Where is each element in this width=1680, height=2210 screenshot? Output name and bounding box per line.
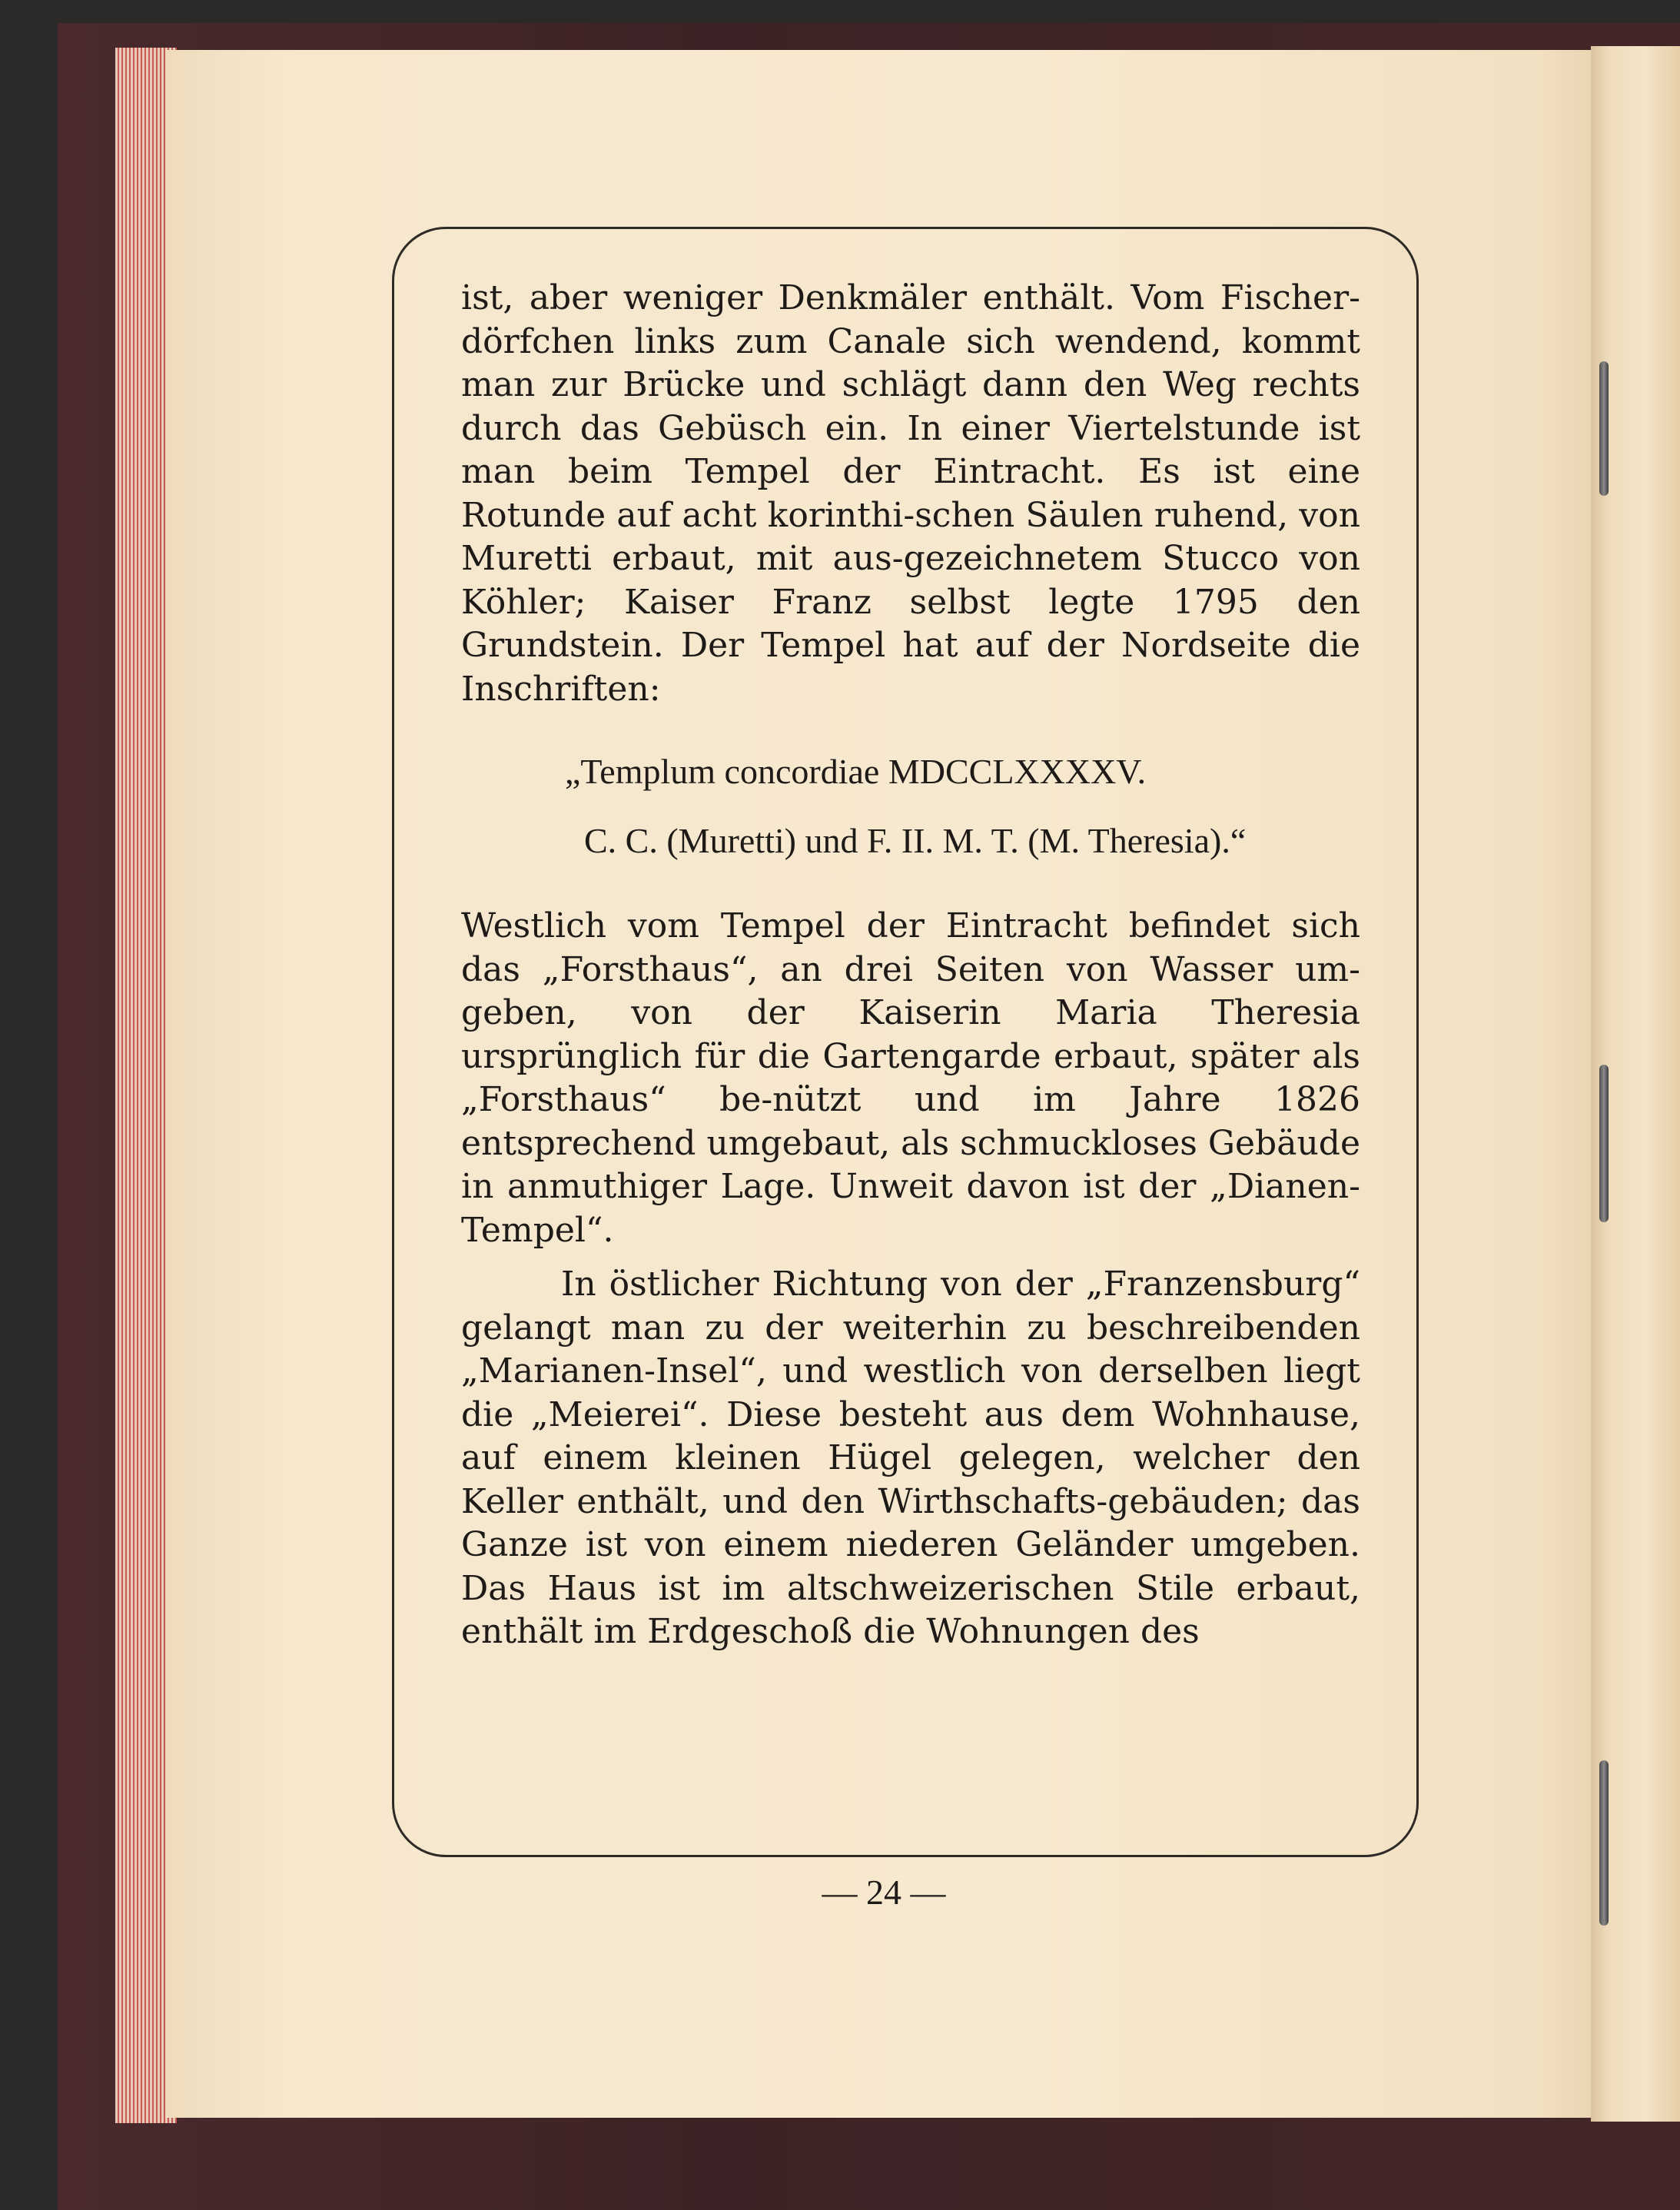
paragraph-3: In östlicher Richtung von der „Franzensburg“ gelangt man zu der weiterhin zu beschreibenden „Marianen-Insel“, und westlich von derselben liegt die „Meierei“. Diese besteht aus dem Wohnhause, auf einem kleinen Hügel gelegen, welcher den Keller enthält, und den Wirthschafts-gebäuden; das Ganze ist von einem niederen Geländer umgeben. Das Haus ist im altschweizerischen Stile erbaut, enthält im Erdgeschoß die Wohnungen des [461, 1265, 1360, 1651]
paragraph-2: Westlich vom Tempel der Eintracht befindet sich das „Forsthaus“, an drei Seiten von Wasser um-geben, von der Kaiserin Maria Theresia ursprünglich für die Gartengarde erbaut, später als „Forsthaus“ be-nützt und im Jahre 1826 entsprechend umgebaut, als schmuckloses Gebäude in anmuthiger Lage. Unweit davon ist der „Dianen-Tempel“. [461, 906, 1360, 1250]
page-number: — 24 — [822, 1873, 946, 1912]
binding-clip-middle [1599, 1065, 1609, 1222]
paragraph-1: ist, aber weniger Denkmäler enthält. Vom Fischer-dörfchen links zum Canale sich wendend, kommt man zur Brücke und schlägt dann den Weg rechts durch das Gebüsch ein. In einer Viertelstunde ist man beim Tempel der Eintracht. Es ist eine Rotunde auf acht korinthi-schen Säulen ruhend, von Muretti erbaut, mit aus-gezeichnetem Stucco von Köhler; Kaiser Franz selbst legte 1795 den Grundstein. Der Tempel hat auf der Nordseite die Inschriften: [461, 278, 1360, 709]
page-text [461, 277, 1360, 1654]
inscription-line-2: C. C. (Muretti) und F. II. M. T. (M. Theresia).“ [584, 821, 1247, 860]
inscription-line-1: „Templum concordiae MDCCLXXXXV. [565, 752, 1147, 791]
binding-clip-top [1599, 361, 1609, 496]
binding-clip-bottom [1599, 1760, 1609, 1926]
